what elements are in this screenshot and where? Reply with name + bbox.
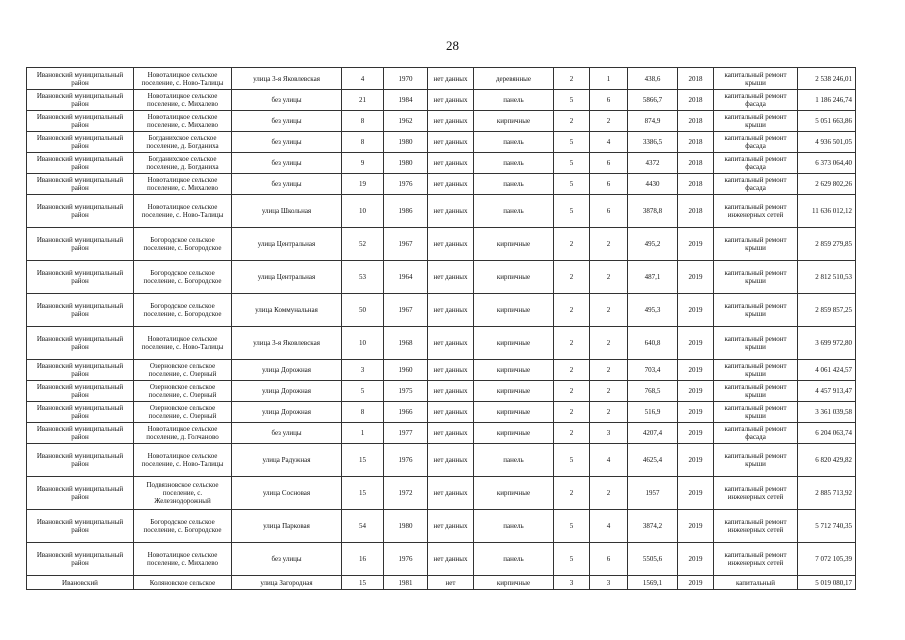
settlement-cell: Новоталицкое сельское поселение, с. Михалево bbox=[134, 111, 232, 132]
data-status-cell: нет данных bbox=[428, 174, 474, 195]
settlement-cell: Озерновское сельское поселение, с. Озерный bbox=[134, 360, 232, 381]
plan-year-cell: 2019 bbox=[678, 327, 714, 360]
house-number-cell: 1 bbox=[342, 423, 384, 444]
cost-cell: 5 019 080,17 bbox=[798, 576, 856, 590]
cost-cell: 1 186 246,74 bbox=[798, 90, 856, 111]
floors-cell: 5 bbox=[554, 90, 590, 111]
street-cell: без улицы bbox=[232, 132, 342, 153]
cost-cell: 4 061 424,57 bbox=[798, 360, 856, 381]
table-row bbox=[27, 132, 856, 153]
district-cell: Ивановский муниципальный район bbox=[27, 195, 134, 228]
settlement-cell: Новоталицкое сельское поселение, с. Ново-Талицы bbox=[134, 444, 232, 477]
entrances-cell: 1 bbox=[590, 68, 628, 90]
wall-material-cell: кирпичные bbox=[474, 261, 554, 294]
area-cell: 1569,1 bbox=[628, 576, 678, 590]
table-row bbox=[27, 195, 856, 228]
district-cell: Ивановский муниципальный район bbox=[27, 444, 134, 477]
district-cell: Ивановский муниципальный район bbox=[27, 68, 134, 90]
district-cell: Ивановский муниципальный район bbox=[27, 90, 134, 111]
house-number-cell: 3 bbox=[342, 360, 384, 381]
cost-cell: 6 820 429,82 bbox=[798, 444, 856, 477]
cost-cell: 7 072 105,39 bbox=[798, 543, 856, 576]
data-status-cell: нет данных bbox=[428, 444, 474, 477]
area-cell: 495,2 bbox=[628, 228, 678, 261]
district-cell: Ивановский муниципальный район bbox=[27, 477, 134, 510]
entrances-cell: 3 bbox=[590, 576, 628, 590]
street-cell: улица 3-я Яковлевская bbox=[232, 68, 342, 90]
street-cell: улица Коммунальная bbox=[232, 294, 342, 327]
house-number-cell: 19 bbox=[342, 174, 384, 195]
work-type-cell: капитальный ремонт фасада bbox=[714, 423, 798, 444]
house-number-cell: 15 bbox=[342, 444, 384, 477]
wall-material-cell: панель bbox=[474, 153, 554, 174]
table-row bbox=[27, 402, 856, 423]
floors-cell: 5 bbox=[554, 132, 590, 153]
plan-year-cell: 2019 bbox=[678, 444, 714, 477]
table-row bbox=[27, 444, 856, 477]
area-cell: 1957 bbox=[628, 477, 678, 510]
table-row bbox=[27, 360, 856, 381]
house-number-cell: 5 bbox=[342, 381, 384, 402]
plan-year-cell: 2019 bbox=[678, 477, 714, 510]
floors-cell: 2 bbox=[554, 402, 590, 423]
build-year-cell: 1972 bbox=[384, 477, 428, 510]
street-cell: улица Школьная bbox=[232, 195, 342, 228]
table-row bbox=[27, 111, 856, 132]
area-cell: 516,9 bbox=[628, 402, 678, 423]
street-cell: улица Парковая bbox=[232, 510, 342, 543]
plan-year-cell: 2018 bbox=[678, 195, 714, 228]
work-type-cell: капитальный ремонт инженерных сетей bbox=[714, 543, 798, 576]
build-year-cell: 1980 bbox=[384, 153, 428, 174]
build-year-cell: 1964 bbox=[384, 261, 428, 294]
plan-year-cell: 2019 bbox=[678, 576, 714, 590]
settlement-cell: Богородское сельское поселение, с. Богородское bbox=[134, 510, 232, 543]
house-number-cell: 10 bbox=[342, 195, 384, 228]
floors-cell: 5 bbox=[554, 195, 590, 228]
entrances-cell: 3 bbox=[590, 423, 628, 444]
data-status-cell: нет данных bbox=[428, 360, 474, 381]
district-cell: Ивановский муниципальный район bbox=[27, 228, 134, 261]
house-number-cell: 54 bbox=[342, 510, 384, 543]
district-cell: Ивановский муниципальный район bbox=[27, 174, 134, 195]
entrances-cell: 6 bbox=[590, 153, 628, 174]
wall-material-cell: панель bbox=[474, 90, 554, 111]
data-status-cell: нет данных bbox=[428, 68, 474, 90]
settlement-cell: Коляновское сельское bbox=[134, 576, 232, 590]
floors-cell: 5 bbox=[554, 543, 590, 576]
settlement-cell: Озерновское сельское поселение, с. Озерный bbox=[134, 402, 232, 423]
floors-cell: 5 bbox=[554, 444, 590, 477]
build-year-cell: 1967 bbox=[384, 294, 428, 327]
entrances-cell: 2 bbox=[590, 477, 628, 510]
street-cell: улица Загородная bbox=[232, 576, 342, 590]
cost-cell: 6 373 064,40 bbox=[798, 153, 856, 174]
plan-year-cell: 2019 bbox=[678, 360, 714, 381]
district-cell: Ивановский муниципальный район bbox=[27, 153, 134, 174]
wall-material-cell: кирпичные bbox=[474, 423, 554, 444]
build-year-cell: 1976 bbox=[384, 543, 428, 576]
floors-cell: 2 bbox=[554, 360, 590, 381]
area-cell: 4625,4 bbox=[628, 444, 678, 477]
plan-year-cell: 2019 bbox=[678, 381, 714, 402]
work-type-cell: капитальный ремонт фасада bbox=[714, 153, 798, 174]
settlement-cell: Подвязновское сельское поселение, с. Железнодорожный bbox=[134, 477, 232, 510]
area-cell: 5505,6 bbox=[628, 543, 678, 576]
floors-cell: 5 bbox=[554, 174, 590, 195]
house-number-cell: 15 bbox=[342, 576, 384, 590]
area-cell: 768,5 bbox=[628, 381, 678, 402]
street-cell: без улицы bbox=[232, 153, 342, 174]
data-status-cell: нет данных bbox=[428, 111, 474, 132]
house-number-cell: 50 bbox=[342, 294, 384, 327]
table-row bbox=[27, 90, 856, 111]
district-cell: Ивановский муниципальный район bbox=[27, 402, 134, 423]
data-status-cell: нет данных bbox=[428, 294, 474, 327]
floors-cell: 2 bbox=[554, 111, 590, 132]
build-year-cell: 1980 bbox=[384, 132, 428, 153]
wall-material-cell: панель bbox=[474, 195, 554, 228]
plan-year-cell: 2019 bbox=[678, 402, 714, 423]
floors-cell: 2 bbox=[554, 327, 590, 360]
plan-year-cell: 2019 bbox=[678, 228, 714, 261]
plan-year-cell: 2019 bbox=[678, 423, 714, 444]
floors-cell: 5 bbox=[554, 510, 590, 543]
area-cell: 5866,7 bbox=[628, 90, 678, 111]
data-status-cell: нет данных bbox=[428, 477, 474, 510]
district-cell: Ивановский муниципальный район bbox=[27, 261, 134, 294]
area-cell: 640,8 bbox=[628, 327, 678, 360]
entrances-cell: 2 bbox=[590, 261, 628, 294]
build-year-cell: 1976 bbox=[384, 174, 428, 195]
street-cell: улица Сосновая bbox=[232, 477, 342, 510]
street-cell: улица 3-я Яковлевская bbox=[232, 327, 342, 360]
work-type-cell: капитальный ремонт фасада bbox=[714, 174, 798, 195]
cost-cell: 5 712 740,35 bbox=[798, 510, 856, 543]
district-cell: Ивановский муниципальный район bbox=[27, 111, 134, 132]
entrances-cell: 2 bbox=[590, 111, 628, 132]
cost-cell: 2 629 802,26 bbox=[798, 174, 856, 195]
plan-year-cell: 2019 bbox=[678, 294, 714, 327]
work-type-cell: капитальный ремонт инженерных сетей bbox=[714, 510, 798, 543]
data-status-cell: нет данных bbox=[428, 402, 474, 423]
district-cell: Ивановский муниципальный район bbox=[27, 381, 134, 402]
floors-cell: 2 bbox=[554, 294, 590, 327]
street-cell: улица Центральная bbox=[232, 228, 342, 261]
street-cell: улица Радужная bbox=[232, 444, 342, 477]
house-number-cell: 15 bbox=[342, 477, 384, 510]
wall-material-cell: панель bbox=[474, 132, 554, 153]
table-row bbox=[27, 543, 856, 576]
plan-year-cell: 2018 bbox=[678, 153, 714, 174]
build-year-cell: 1981 bbox=[384, 576, 428, 590]
wall-material-cell: кирпичные bbox=[474, 294, 554, 327]
settlement-cell: Богородское сельское поселение, с. Богородское bbox=[134, 294, 232, 327]
entrances-cell: 6 bbox=[590, 174, 628, 195]
house-number-cell: 8 bbox=[342, 402, 384, 423]
cost-cell: 3 361 039,58 bbox=[798, 402, 856, 423]
settlement-cell: Богданихское сельское поселение, д. Богданиха bbox=[134, 132, 232, 153]
work-type-cell: капитальный ремонт крыши bbox=[714, 228, 798, 261]
entrances-cell: 2 bbox=[590, 327, 628, 360]
work-type-cell: капитальный ремонт крыши bbox=[714, 402, 798, 423]
house-number-cell: 52 bbox=[342, 228, 384, 261]
settlement-cell: Новоталицкое сельское поселение, с. Ново-Талицы bbox=[134, 68, 232, 90]
table-row bbox=[27, 68, 856, 90]
district-cell: Ивановский муниципальный район bbox=[27, 510, 134, 543]
street-cell: улица Дорожная bbox=[232, 402, 342, 423]
floors-cell: 2 bbox=[554, 423, 590, 444]
cost-cell: 2 859 279,85 bbox=[798, 228, 856, 261]
house-number-cell: 10 bbox=[342, 327, 384, 360]
wall-material-cell: кирпичные bbox=[474, 402, 554, 423]
build-year-cell: 1984 bbox=[384, 90, 428, 111]
data-status-cell: нет данных bbox=[428, 195, 474, 228]
build-year-cell: 1980 bbox=[384, 510, 428, 543]
plan-year-cell: 2019 bbox=[678, 543, 714, 576]
floors-cell: 2 bbox=[554, 381, 590, 402]
area-cell: 3386,5 bbox=[628, 132, 678, 153]
build-year-cell: 1968 bbox=[384, 327, 428, 360]
wall-material-cell: деревянные bbox=[474, 68, 554, 90]
settlement-cell: Новоталицкое сельское поселение, с. Михалево bbox=[134, 174, 232, 195]
plan-year-cell: 2018 bbox=[678, 174, 714, 195]
table-row bbox=[27, 423, 856, 444]
district-cell: Ивановский bbox=[27, 576, 134, 590]
wall-material-cell: кирпичные bbox=[474, 327, 554, 360]
data-status-cell: нет данных bbox=[428, 132, 474, 153]
entrances-cell: 2 bbox=[590, 402, 628, 423]
settlement-cell: Озерновское сельское поселение, с. Озерный bbox=[134, 381, 232, 402]
work-type-cell: капитальный ремонт крыши bbox=[714, 360, 798, 381]
settlement-cell: Богородское сельское поселение, с. Богородское bbox=[134, 228, 232, 261]
table-row bbox=[27, 153, 856, 174]
street-cell: без улицы bbox=[232, 423, 342, 444]
housing-registry-table bbox=[26, 67, 856, 590]
work-type-cell: капитальный ремонт крыши bbox=[714, 111, 798, 132]
table-row bbox=[27, 576, 856, 590]
area-cell: 4207,4 bbox=[628, 423, 678, 444]
data-status-cell: нет данных bbox=[428, 90, 474, 111]
area-cell: 487,1 bbox=[628, 261, 678, 294]
table-row bbox=[27, 510, 856, 543]
table-row bbox=[27, 327, 856, 360]
wall-material-cell: кирпичные bbox=[474, 477, 554, 510]
plan-year-cell: 2018 bbox=[678, 90, 714, 111]
table-row bbox=[27, 261, 856, 294]
settlement-cell: Новоталицкое сельское поселение, с. Михалево bbox=[134, 90, 232, 111]
wall-material-cell: кирпичные bbox=[474, 360, 554, 381]
work-type-cell: капитальный ремонт крыши bbox=[714, 327, 798, 360]
cost-cell: 6 204 063,74 bbox=[798, 423, 856, 444]
settlement-cell: Новоталицкое сельское поселение, д. Голчаново bbox=[134, 423, 232, 444]
work-type-cell: капитальный ремонт инженерных сетей bbox=[714, 477, 798, 510]
house-number-cell: 8 bbox=[342, 132, 384, 153]
cost-cell: 2 859 857,25 bbox=[798, 294, 856, 327]
entrances-cell: 2 bbox=[590, 294, 628, 327]
table-row bbox=[27, 174, 856, 195]
area-cell: 4430 bbox=[628, 174, 678, 195]
table-row bbox=[27, 228, 856, 261]
plan-year-cell: 2018 bbox=[678, 68, 714, 90]
street-cell: без улицы bbox=[232, 90, 342, 111]
work-type-cell: капитальный ремонт фасада bbox=[714, 132, 798, 153]
build-year-cell: 1975 bbox=[384, 381, 428, 402]
floors-cell: 3 bbox=[554, 576, 590, 590]
table-row bbox=[27, 294, 856, 327]
area-cell: 874,9 bbox=[628, 111, 678, 132]
table-body bbox=[27, 68, 856, 590]
settlement-cell: Новоталицкое сельское поселение, с. Ново-Талицы bbox=[134, 195, 232, 228]
wall-material-cell: панель bbox=[474, 444, 554, 477]
data-status-cell: нет данных bbox=[428, 153, 474, 174]
floors-cell: 2 bbox=[554, 477, 590, 510]
build-year-cell: 1966 bbox=[384, 402, 428, 423]
plan-year-cell: 2019 bbox=[678, 261, 714, 294]
district-cell: Ивановский муниципальный район bbox=[27, 327, 134, 360]
cost-cell: 2 885 713,92 bbox=[798, 477, 856, 510]
work-type-cell: капитальный bbox=[714, 576, 798, 590]
work-type-cell: капитальный ремонт крыши bbox=[714, 444, 798, 477]
plan-year-cell: 2018 bbox=[678, 132, 714, 153]
data-status-cell: нет данных bbox=[428, 381, 474, 402]
data-status-cell: нет данных bbox=[428, 423, 474, 444]
data-status-cell: нет bbox=[428, 576, 474, 590]
area-cell: 495,3 bbox=[628, 294, 678, 327]
entrances-cell: 4 bbox=[590, 132, 628, 153]
area-cell: 3874,2 bbox=[628, 510, 678, 543]
entrances-cell: 6 bbox=[590, 195, 628, 228]
cost-cell: 4 457 913,47 bbox=[798, 381, 856, 402]
wall-material-cell: панель bbox=[474, 510, 554, 543]
settlement-cell: Новоталицкое сельское поселение, с. Ново-Талицы bbox=[134, 327, 232, 360]
street-cell: без улицы bbox=[232, 174, 342, 195]
area-cell: 4372 bbox=[628, 153, 678, 174]
area-cell: 3878,8 bbox=[628, 195, 678, 228]
build-year-cell: 1976 bbox=[384, 444, 428, 477]
entrances-cell: 6 bbox=[590, 543, 628, 576]
entrances-cell: 4 bbox=[590, 510, 628, 543]
street-cell: улица Дорожная bbox=[232, 381, 342, 402]
wall-material-cell: панель bbox=[474, 174, 554, 195]
district-cell: Ивановский муниципальный район bbox=[27, 294, 134, 327]
house-number-cell: 53 bbox=[342, 261, 384, 294]
build-year-cell: 1986 bbox=[384, 195, 428, 228]
house-number-cell: 9 bbox=[342, 153, 384, 174]
cost-cell: 2 812 510,53 bbox=[798, 261, 856, 294]
settlement-cell: Богданихское сельское поселение, д. Богданиха bbox=[134, 153, 232, 174]
settlement-cell: Новоталицкое сельское поселение, с. Михалево bbox=[134, 543, 232, 576]
data-status-cell: нет данных bbox=[428, 327, 474, 360]
plan-year-cell: 2019 bbox=[678, 510, 714, 543]
floors-cell: 2 bbox=[554, 261, 590, 294]
work-type-cell: капитальный ремонт крыши bbox=[714, 381, 798, 402]
wall-material-cell: кирпичные bbox=[474, 111, 554, 132]
district-cell: Ивановский муниципальный район bbox=[27, 132, 134, 153]
entrances-cell: 2 bbox=[590, 228, 628, 261]
build-year-cell: 1960 bbox=[384, 360, 428, 381]
wall-material-cell: панель bbox=[474, 543, 554, 576]
district-cell: Ивановский муниципальный район bbox=[27, 543, 134, 576]
settlement-cell: Богородское сельское поселение, с. Богородское bbox=[134, 261, 232, 294]
street-cell: улица Дорожная bbox=[232, 360, 342, 381]
house-number-cell: 8 bbox=[342, 111, 384, 132]
cost-cell: 4 936 501,05 bbox=[798, 132, 856, 153]
work-type-cell: капитальный ремонт фасада bbox=[714, 90, 798, 111]
data-status-cell: нет данных bbox=[428, 543, 474, 576]
table-row bbox=[27, 477, 856, 510]
build-year-cell: 1967 bbox=[384, 228, 428, 261]
work-type-cell: капитальный ремонт крыши bbox=[714, 261, 798, 294]
house-number-cell: 16 bbox=[342, 543, 384, 576]
data-status-cell: нет данных bbox=[428, 510, 474, 543]
wall-material-cell: кирпичные bbox=[474, 228, 554, 261]
plan-year-cell: 2018 bbox=[678, 111, 714, 132]
floors-cell: 2 bbox=[554, 68, 590, 90]
build-year-cell: 1962 bbox=[384, 111, 428, 132]
cost-cell: 2 538 246,01 bbox=[798, 68, 856, 90]
data-status-cell: нет данных bbox=[428, 261, 474, 294]
build-year-cell: 1977 bbox=[384, 423, 428, 444]
data-status-cell: нет данных bbox=[428, 228, 474, 261]
street-cell: улица Центральная bbox=[232, 261, 342, 294]
street-cell: без улицы bbox=[232, 543, 342, 576]
cost-cell: 11 636 012,12 bbox=[798, 195, 856, 228]
entrances-cell: 4 bbox=[590, 444, 628, 477]
house-number-cell: 4 bbox=[342, 68, 384, 90]
work-type-cell: капитальный ремонт инженерных сетей bbox=[714, 195, 798, 228]
floors-cell: 5 bbox=[554, 153, 590, 174]
entrances-cell: 2 bbox=[590, 381, 628, 402]
district-cell: Ивановский муниципальный район bbox=[27, 360, 134, 381]
district-cell: Ивановский муниципальный район bbox=[27, 423, 134, 444]
work-type-cell: капитальный ремонт крыши bbox=[714, 68, 798, 90]
wall-material-cell: кирпичные bbox=[474, 381, 554, 402]
build-year-cell: 1970 bbox=[384, 68, 428, 90]
page-number: 28 bbox=[446, 38, 459, 53]
work-type-cell: капитальный ремонт крыши bbox=[714, 294, 798, 327]
floors-cell: 2 bbox=[554, 228, 590, 261]
area-cell: 703,4 bbox=[628, 360, 678, 381]
wall-material-cell: кирпичные bbox=[474, 576, 554, 590]
house-number-cell: 21 bbox=[342, 90, 384, 111]
cost-cell: 5 051 663,86 bbox=[798, 111, 856, 132]
table-row bbox=[27, 381, 856, 402]
cost-cell: 3 699 972,80 bbox=[798, 327, 856, 360]
entrances-cell: 2 bbox=[590, 360, 628, 381]
area-cell: 438,6 bbox=[628, 68, 678, 90]
entrances-cell: 6 bbox=[590, 90, 628, 111]
street-cell: без улицы bbox=[232, 111, 342, 132]
